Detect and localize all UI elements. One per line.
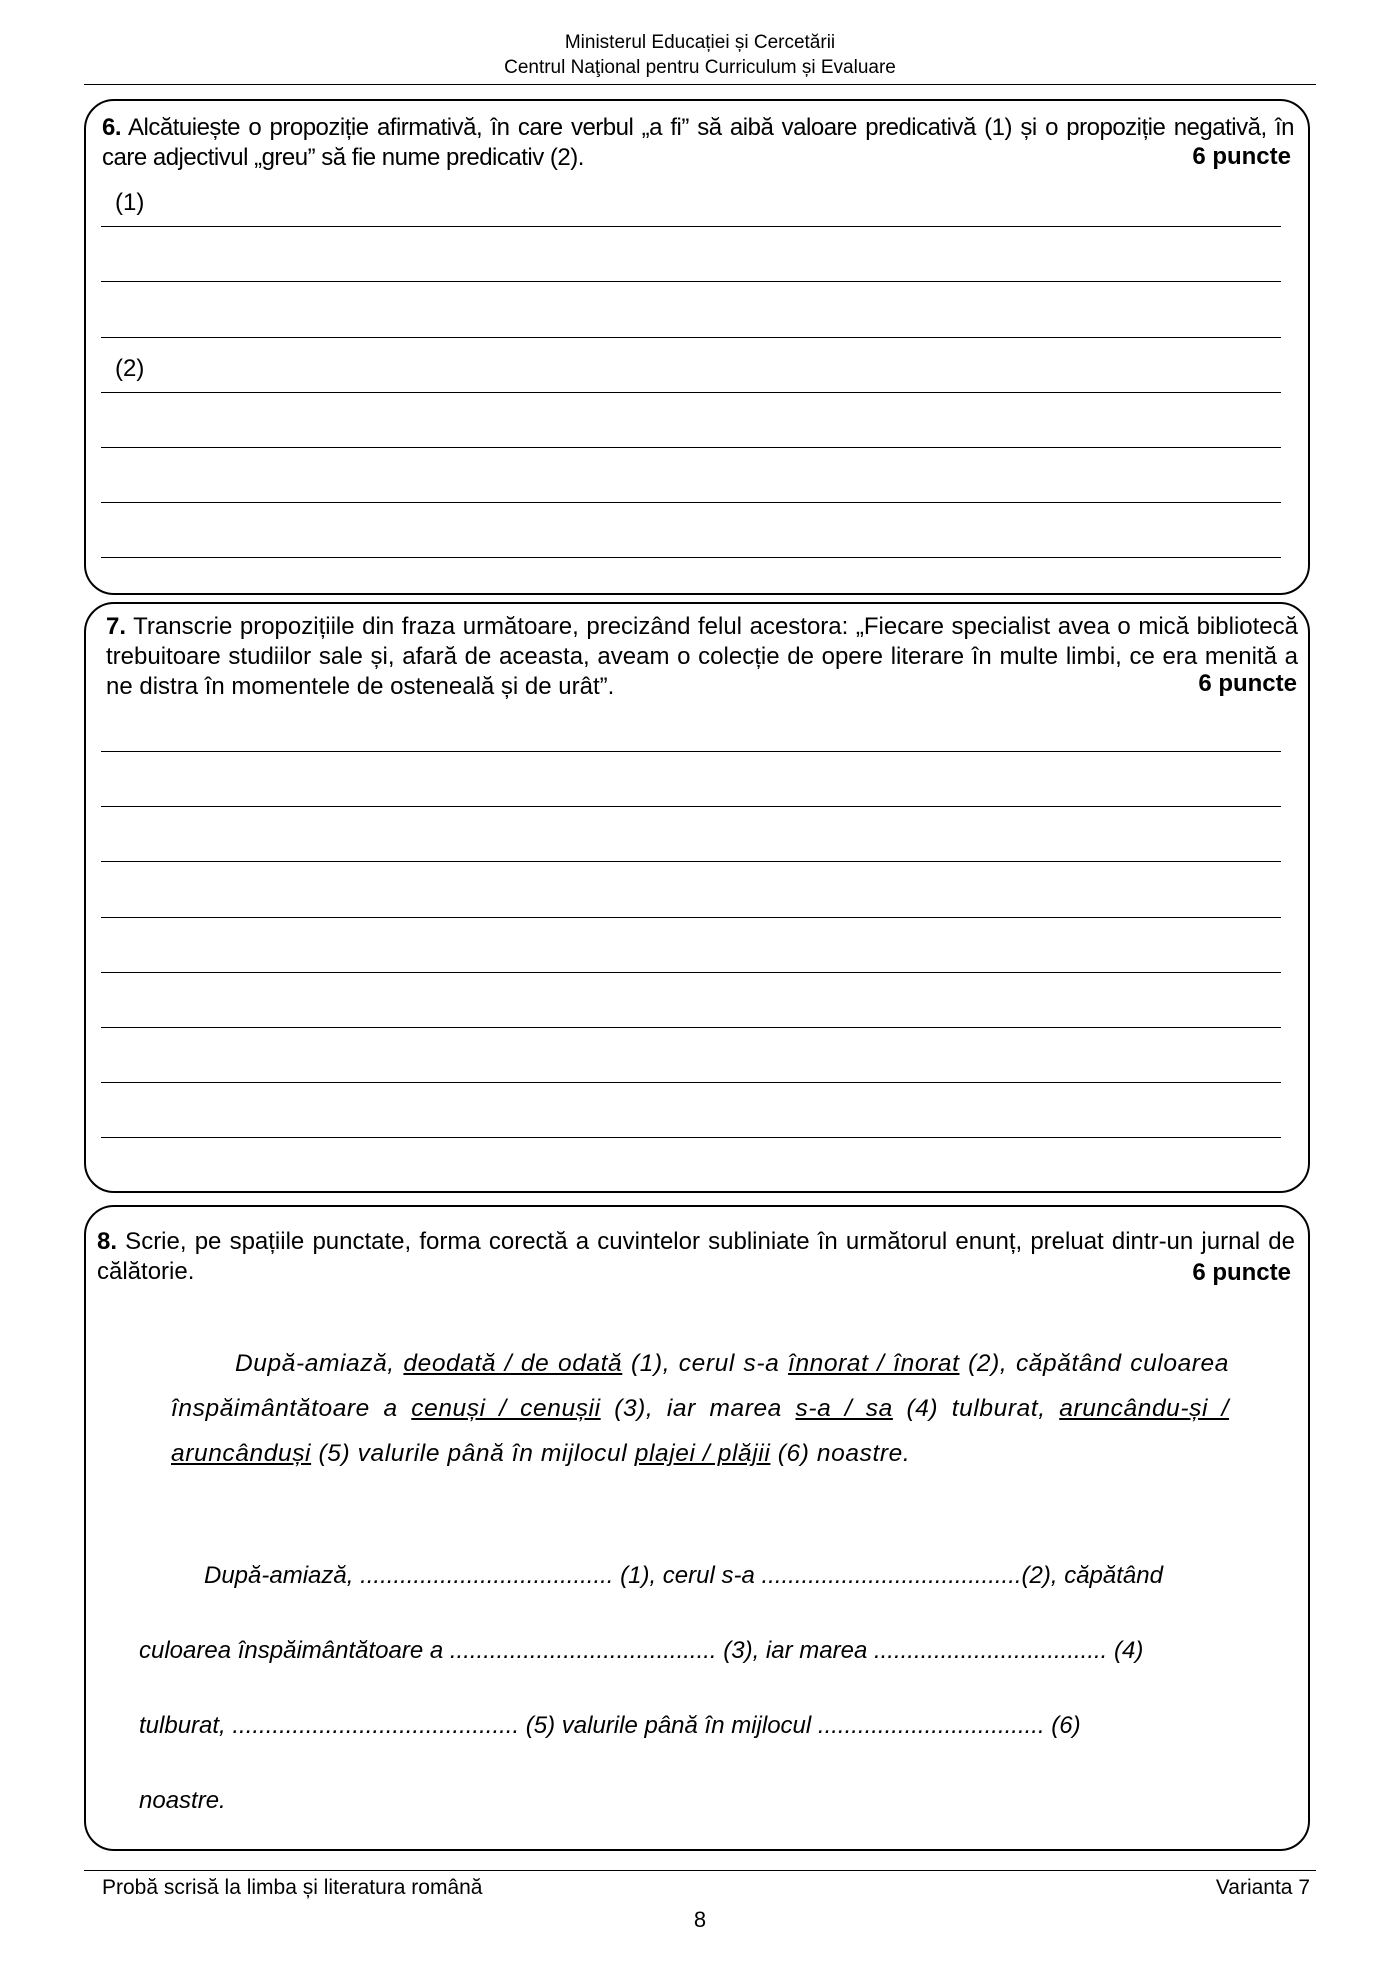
variant-label: Varianta 7 bbox=[1215, 1876, 1310, 1899]
question-7-prompt: Transcrie propozițiile din fraza următoare, precizând felul acestora: „Fiecare specialist avea o mică bibliotecă trebuitoare studiilor sale și, afară de aceasta, aveam o colecție de opere literare în multe limbi, ce era menită a ne distra în momentele de osteneală și de urât”. bbox=[106, 613, 1298, 700]
page-number: 8 bbox=[693, 1907, 707, 1932]
question-7-text bbox=[106, 612, 1298, 702]
underlined-word-6: plajei / plăjii bbox=[634, 1440, 771, 1467]
passage-text: (5) valurile până în mijlocul bbox=[311, 1440, 635, 1467]
answer-line[interactable] bbox=[101, 1082, 1281, 1083]
answer-line[interactable] bbox=[101, 861, 1281, 862]
question-8-text bbox=[97, 1227, 1295, 1287]
page-header bbox=[0, 30, 1400, 80]
answer-line[interactable] bbox=[101, 1027, 1281, 1028]
question-6-text bbox=[102, 113, 1294, 173]
ministry-name: Ministerul Educației și Cercetării bbox=[564, 32, 836, 53]
answer-line[interactable] bbox=[101, 447, 1281, 448]
underlined-passage bbox=[171, 1341, 1229, 1476]
answer-line[interactable] bbox=[101, 337, 1281, 338]
question-6-number: 6. bbox=[102, 114, 122, 141]
answer-label-2: (2) bbox=[115, 355, 145, 382]
question-8-box bbox=[84, 1205, 1310, 1851]
fill-line-4: noastre. bbox=[139, 1787, 226, 1814]
question-6-prompt: Alcătuiește o propoziție afirmativă, în care verbul „a fi” să aibă valoare predicativă (1) și o propoziție negativă, în care adjectivul „greu” să fie nume predicativ (2). bbox=[102, 114, 1294, 171]
underlined-word-1: deodată / de odată bbox=[403, 1350, 623, 1377]
question-8-prompt: Scrie, pe spațiile punctate, forma corectă a cuvintelor subliniate în următorul enunț, preluat dintr-un jurnal de călătorie. bbox=[97, 1228, 1295, 1285]
center-name: Centrul Naţional pentru Curriculum și Evaluare bbox=[504, 57, 896, 78]
underlined-word-5: aruncându-și / aruncânduși bbox=[171, 1395, 1230, 1467]
answer-line[interactable] bbox=[101, 281, 1281, 282]
answer-line[interactable] bbox=[101, 1137, 1281, 1138]
answer-line[interactable] bbox=[101, 557, 1281, 558]
passage-text: (1), cerul s-a bbox=[622, 1350, 789, 1377]
passage-text: (6) noastre. bbox=[770, 1440, 911, 1467]
underlined-word-4: s-a / sa bbox=[795, 1395, 893, 1422]
passage-text: (2), căpătând culoarea înspăimântătoare a bbox=[171, 1350, 1230, 1422]
question-8-number: 8. bbox=[97, 1228, 118, 1255]
underlined-word-2: înnorat / înorat bbox=[788, 1350, 960, 1377]
footer-divider bbox=[84, 1870, 1316, 1871]
answer-label-1: (1) bbox=[115, 189, 145, 216]
fill-line-3[interactable]: tulburat, ........................................... (5) valurile până în mijlocul .................................. (6) bbox=[139, 1712, 1081, 1739]
fill-line-2[interactable]: culoarea înspăimântătoare a ........................................ (3), iar marea ................................... (4) bbox=[139, 1637, 1144, 1664]
passage-text: (3), iar marea bbox=[600, 1395, 796, 1422]
answer-line[interactable] bbox=[101, 502, 1281, 503]
answer-line[interactable] bbox=[101, 972, 1281, 973]
answer-line[interactable] bbox=[101, 806, 1281, 807]
answer-line[interactable] bbox=[101, 751, 1281, 752]
answer-line[interactable] bbox=[101, 392, 1281, 393]
question-7-points: 6 puncte bbox=[1198, 670, 1297, 697]
question-6-points: 6 puncte bbox=[1192, 143, 1291, 170]
answer-line[interactable] bbox=[101, 226, 1281, 227]
fill-line-1[interactable]: După-amiază, ...................................... (1), cerul s-a .......................................(2), căpătând bbox=[204, 1562, 1163, 1589]
exam-title: Probă scrisă la limba și literatura română bbox=[102, 1876, 483, 1899]
question-7-number: 7. bbox=[106, 613, 127, 640]
question-8-points: 6 puncte bbox=[1192, 1259, 1291, 1286]
question-6-box bbox=[84, 99, 1310, 595]
answer-line[interactable] bbox=[101, 917, 1281, 918]
passage-text: (4) tulburat, bbox=[892, 1395, 1060, 1422]
header-divider bbox=[84, 84, 1316, 85]
passage-text: După-amiază, bbox=[235, 1350, 404, 1377]
underlined-word-3: cenuși / cenușii bbox=[411, 1395, 601, 1422]
